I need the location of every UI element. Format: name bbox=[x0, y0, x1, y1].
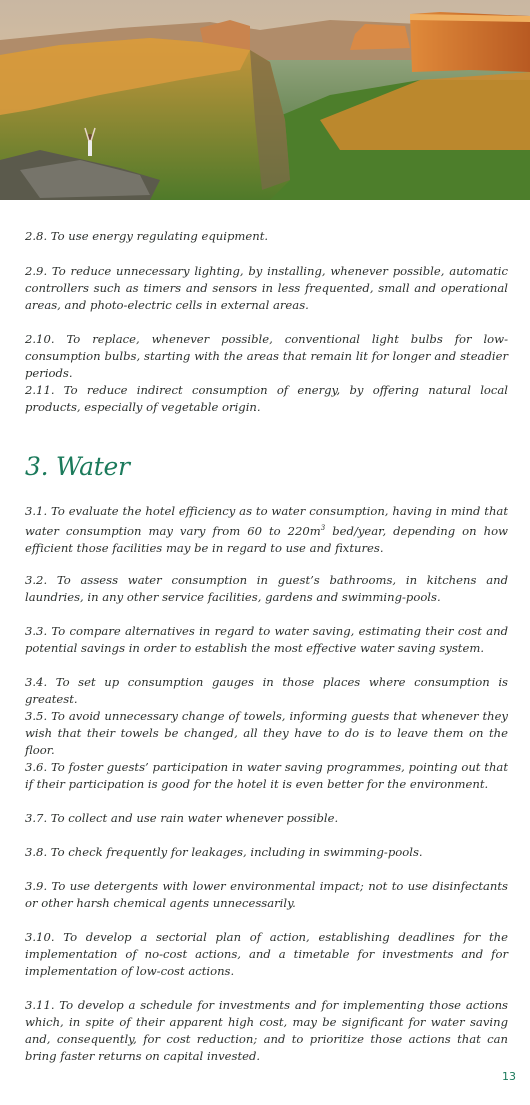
list-item: 3.11. To develop a schedule for investments and for implementing those actions which, in spite of their apparent high cost, may be significant for water saving and, consequently, for cost reduction; and to prioritize those actions that can bring faster returns on capital invested. bbox=[25, 998, 508, 1063]
list-item: 3.3. To compare alternatives in regard to water saving, estimating their cost and potential savings in order to establish the most effective water saving system. bbox=[25, 624, 508, 655]
list-item: 3.2. To assess water consumption in guest’s bathrooms, in kitchens and laundries, in any other service facilities, gardens and swimming-pools. bbox=[25, 573, 508, 604]
list-item: 3.7. To collect and use rain water whenever possible. bbox=[25, 811, 339, 825]
item-text: bed/year, depending on how efficient those facilities may be in regard to use and fixtures. bbox=[25, 523, 508, 555]
list-item bbox=[25, 503, 508, 557]
superscript: 3 bbox=[320, 524, 326, 532]
list-item: 3.4. To set up consumption gauges in those places where consumption is greatest. bbox=[25, 675, 508, 706]
list-item: 2.10. To replace, whenever possible, conventional light bulbs for low-consumption bulbs, starting with the areas that remain lit for longer and steadier periods. bbox=[25, 332, 508, 380]
list-item: 2.11. To reduce indirect consumption of energy, by offering natural local products, especially of vegetable origin. bbox=[25, 383, 508, 414]
page-number: 13 bbox=[502, 1070, 516, 1083]
list-item: 3.8. To check frequently for leakages, including in swimming-pools. bbox=[25, 845, 423, 859]
list-item: 3.6. To foster guests’ participation in water saving programmes, pointing out that if their participation is good for the hotel it is even better for the environment. bbox=[25, 760, 508, 791]
list-item: 3.10. To develop a sectorial plan of action, establishing deadlines for the implementation of no-cost actions, and a timetable for investments and for implementation of low-cost actions. bbox=[25, 930, 508, 978]
list-item: 3.9. To use detergents with lower environmental impact; not to use disinfectants or other harsh chemical agents unnecessarily. bbox=[25, 879, 508, 910]
mesa-cliffs-illustration bbox=[0, 0, 530, 200]
list-item: 2.9. To reduce unnecessary lighting, by installing, whenever possible, automatic controllers such as timers and sensors in less frequented, small and operational areas, and photo-electric cells in external areas. bbox=[25, 264, 508, 312]
list-item: 3.5. To avoid unnecessary change of towels, informing guests that whenever they wish that their towels be changed, all they have to do is to leave them on the floor. bbox=[25, 709, 508, 757]
item-text: 3.1. To evaluate the hotel efficiency as to water consumption, having in mind that water consumption may vary from 60 to 220m bbox=[25, 504, 508, 538]
hero-landscape-photo bbox=[0, 0, 530, 200]
list-item: 2.8. To use energy regulating equipment. bbox=[25, 229, 269, 243]
section-heading-water: 3. Water bbox=[25, 452, 130, 481]
